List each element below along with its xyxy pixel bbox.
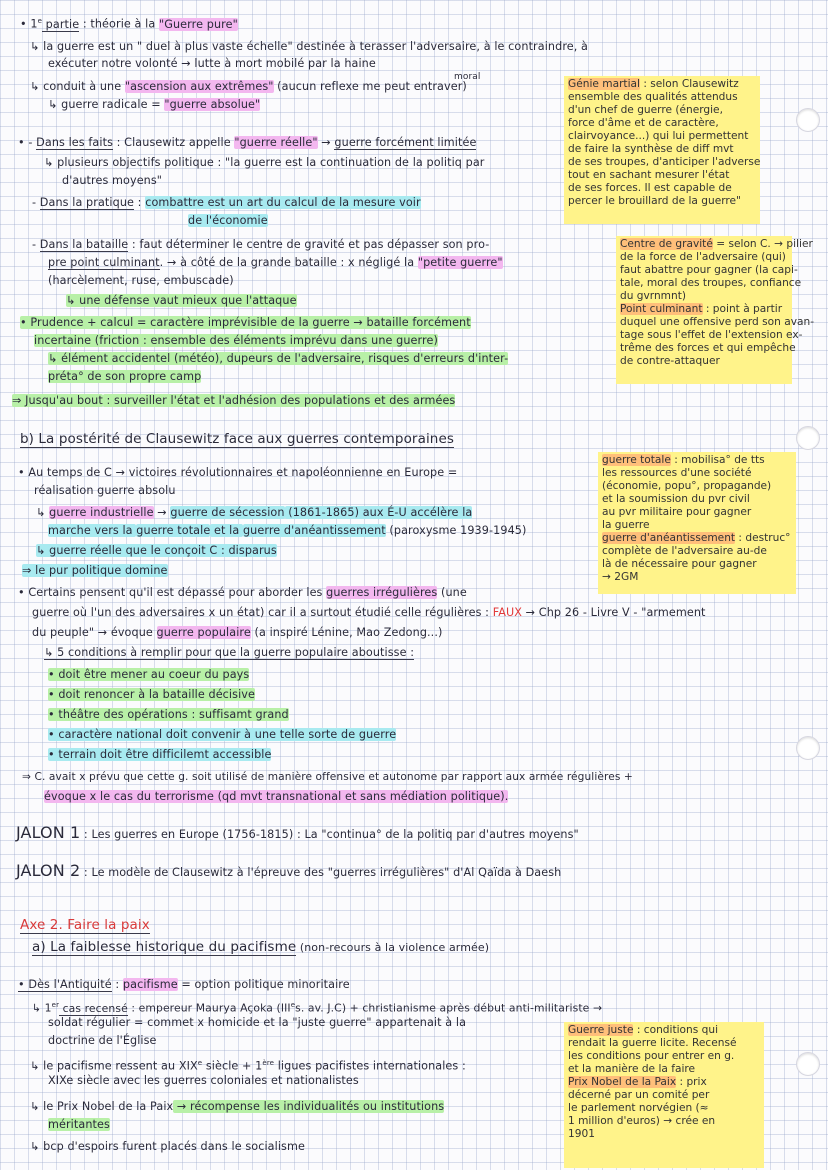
- highlight: • Prudence + calcul = caractère imprévisible de la guerre → bataille forcément: [20, 316, 471, 329]
- text: : Clausewitz appelle: [113, 136, 235, 149]
- definition-text: : destruc°: [735, 532, 791, 544]
- jalon-2: [16, 862, 561, 882]
- highlight: guerres irrégulières: [326, 586, 438, 599]
- ordinal: e: [290, 1001, 296, 1009]
- highlight: guerre d'anéantissement: [242, 524, 386, 537]
- definition-text: du gvrnmnt): [620, 290, 687, 302]
- ordinal: e: [197, 1059, 203, 1067]
- note-line: [48, 524, 526, 538]
- highlight: • doit être mener au coeur du pays: [48, 668, 250, 681]
- highlight: méritantes: [48, 1118, 110, 1131]
- definition-text: ensemble des qualités attendus: [568, 91, 738, 103]
- underlined: pre point culminant: [48, 256, 160, 269]
- note-line: [18, 136, 476, 150]
- punch-hole: [796, 736, 820, 760]
- highlight: guerre populaire: [156, 626, 251, 639]
- definition-text: faut abattre pour gagner (la capi-: [620, 264, 798, 276]
- definition-title: Guerre juste: [568, 1024, 634, 1036]
- definition-text: de ses troupes, d'anticiper l'adverse: [568, 156, 761, 168]
- highlight: guerre de sécession: [170, 506, 285, 519]
- highlight: → récompense les individualités ou institutions: [173, 1100, 445, 1113]
- definition-text: : point à partir: [702, 303, 783, 315]
- definition-text: les ressources d'une société: [602, 467, 752, 479]
- note-line: [32, 196, 421, 210]
- condition-item: [48, 748, 271, 762]
- definition-text: : mobilisa° de tts: [670, 454, 765, 466]
- jalon-text: : Le modèle de Clausewitz à l'épreuve des "guerres irrégulières" d'Al Qaïda à Daesh: [80, 866, 562, 879]
- subheading: Dans la pratique: [39, 196, 134, 209]
- section-a-heading: [32, 938, 489, 957]
- part-number: • 1: [20, 17, 38, 31]
- definition-text: trême des forces et qui empêche: [620, 342, 796, 354]
- text: : faut déterminer le centre de gravité et pas dépasser son pro-: [128, 238, 490, 251]
- note-line: doctrine de l'Église: [48, 1034, 157, 1047]
- note-line: [18, 586, 467, 600]
- text: :: [134, 196, 146, 209]
- section-subtitle: (non-recours à la violence armée): [296, 941, 490, 954]
- note-line: ⇒ C. avait x prévu que cette g. soit utilisé de manière offensive et autonome par rapport aux armée régulières +: [22, 771, 633, 783]
- definition-text: = selon C. → pilier: [712, 238, 813, 250]
- note-line: ↳ bcp d'espoirs furent placés dans le socialisme: [30, 1140, 305, 1153]
- axe-2-heading: [20, 918, 150, 933]
- highlight: évoque x le cas du terrorisme (qd mvt transnational et sans médiation politique).: [44, 790, 509, 803]
- definition-text: (économie, popu°, propagande): [602, 480, 772, 492]
- note-line: ↳ plusieurs objectifs politique : "la guerre est la continuation de la politiq par: [44, 156, 485, 169]
- faux-label: FAUX: [492, 606, 523, 619]
- text: →: [153, 506, 171, 519]
- condition-item: [48, 668, 249, 682]
- definition-text: force d'âme et de caractère,: [568, 117, 719, 129]
- definition-centre-gravite: [616, 236, 815, 384]
- jalon-text: : Les guerres en Europe (1756-1815) : La "continua° de la politiq par d'autres moyens": [80, 828, 579, 841]
- note-line: [36, 506, 472, 520]
- underlined: ↳ 5 conditions à remplir pour que la guerre populaire aboutisse :: [44, 646, 415, 659]
- guerre-pure-highlight: "Guerre pure": [158, 17, 238, 31]
- definition-text: : conditions qui: [633, 1024, 719, 1036]
- highlight: guerre industrielle: [49, 506, 154, 519]
- axe-title: Axe 2. Faire la paix: [20, 917, 150, 933]
- highlight: ↳ guerre réelle que le conçoit C : disparus: [36, 544, 277, 557]
- definition-text: → 2GM: [602, 571, 639, 583]
- text: • -: [18, 136, 37, 149]
- text: siècle + 1: [202, 1059, 263, 1073]
- definition-text: de contre-attaquer: [620, 355, 720, 367]
- text: ↳ le pacifisme ressent au XIX: [30, 1059, 198, 1073]
- section-title: b) La postérité de Clausewitz face aux guerres contemporaines: [20, 431, 455, 447]
- text: ↳: [36, 506, 50, 519]
- highlight: ↳ élément accidentel (météo), dupeurs de l'adversaire, risques d'erreurs d'inter-: [48, 352, 509, 365]
- highlight: (1861-1865) aux É-U accélère la: [284, 506, 473, 519]
- note-line: (harcèlement, ruse, embuscade): [48, 274, 234, 287]
- highlight: "guerre absolue": [164, 98, 261, 111]
- definition-text: tale, moral des troupes, confiance: [620, 277, 802, 289]
- punch-hole: [796, 108, 820, 132]
- condition-item: [48, 728, 396, 742]
- highlight: • doit renoncer à la bataille décisive: [48, 688, 255, 701]
- highlight: "guerre réelle": [234, 136, 318, 149]
- note-line: [30, 80, 467, 94]
- section-title: a) La faiblesse historique du pacifisme: [32, 939, 297, 955]
- underlined: guerre forcément limitée: [334, 136, 477, 149]
- definition-text: la guerre: [602, 519, 650, 531]
- definition-title: Génie martial: [568, 78, 640, 90]
- highlight: et la: [210, 524, 243, 537]
- text: (paroxysme 1939-1945): [385, 524, 527, 537]
- note-line: [32, 998, 602, 1016]
- highlight: "petite guerre": [417, 256, 503, 269]
- text: ↳ 1: [32, 1001, 52, 1015]
- note-line: [44, 646, 414, 660]
- note-line: [48, 1118, 110, 1132]
- part-title: : théorie à la: [79, 17, 159, 31]
- definition-text: décerné par un comité per: [568, 1089, 710, 1101]
- definition-text: : prix: [676, 1076, 707, 1088]
- definition-genie-martial: [564, 76, 760, 224]
- definition-text: percer le brouillard de la guerre": [568, 195, 741, 207]
- text: . → à côté de la grande bataille : x négligé la: [159, 256, 418, 269]
- note-line: [20, 316, 471, 330]
- text: :: [111, 978, 123, 991]
- definition-title: Point culminant: [620, 303, 703, 315]
- text: -: [32, 196, 40, 209]
- highlight: pacifisme: [122, 978, 178, 991]
- note-line: [48, 370, 201, 384]
- text: = option politique minoritaire: [177, 978, 350, 991]
- text: ↳ le Prix Nobel de la Paix: [30, 1100, 174, 1113]
- highlight: marche vers la: [48, 524, 137, 537]
- note-line: [30, 1056, 466, 1074]
- note-line: réalisation guerre absolu: [34, 484, 176, 497]
- definition-text: tout en sachant mesurer l'état: [568, 169, 730, 181]
- definition-text: de la force de l'adversaire (qui): [620, 251, 786, 263]
- definition-text: d'un chef de guerre (énergie,: [568, 104, 723, 116]
- definition-title: guerre totale: [602, 454, 671, 466]
- punch-hole: [796, 1052, 820, 1076]
- condition-item: [48, 708, 289, 722]
- underlined: cas recensé: [59, 1001, 128, 1015]
- jalon-label: JALON 2: [16, 861, 81, 880]
- text: ↳ conduit à une: [30, 80, 125, 93]
- note-line: [32, 238, 489, 252]
- definition-guerre-juste: [564, 1022, 764, 1168]
- note-line: [30, 1100, 444, 1114]
- subheading: Dans la bataille: [39, 238, 129, 251]
- definition-text: rendait la guerre licite. Recensé: [568, 1037, 737, 1049]
- definition-text: et la soumission du pvr civil: [602, 493, 750, 505]
- note-line: [22, 564, 168, 578]
- definition-text: 1901: [568, 1128, 595, 1140]
- definition-text: là de nécessaire pour gagner: [602, 558, 757, 570]
- text: : empereur Maurya Açoka (III: [127, 1001, 291, 1015]
- note-line: [32, 626, 442, 640]
- definition-text: de faire la synthèse de diff mvt: [568, 143, 734, 155]
- text: ligues pacifistes internationales :: [274, 1059, 466, 1073]
- text: →: [317, 136, 335, 149]
- highlight: ⇒ Jusqu'au bout: [12, 394, 103, 407]
- note-line: [32, 606, 706, 620]
- text: (une: [437, 586, 467, 599]
- punch-hole: [796, 426, 820, 450]
- definition-text: : selon Clausewitz: [639, 78, 739, 90]
- definition-text: de ses forces. Il est capable de: [568, 182, 732, 194]
- part-label: partie: [42, 17, 80, 31]
- note-line: [48, 98, 260, 112]
- note-line: [188, 214, 268, 228]
- ordinal: ère: [262, 1059, 275, 1067]
- note-line: [12, 394, 455, 408]
- definition-text: 1 million d'euros) → crée en: [568, 1115, 716, 1127]
- highlight: • caractère national doit convenir à une telle sorte de guerre: [48, 728, 397, 741]
- text: ↳ guerre radicale =: [48, 98, 165, 111]
- text: (aucun reflexe me peut entraver): [273, 80, 467, 93]
- text: → Chp 26 - Livre V - "armement: [522, 606, 706, 619]
- highlight: • théâtre des opérations : suffisamt grand: [48, 708, 289, 721]
- subheading: Dans les faits: [36, 136, 113, 149]
- note-line: [48, 352, 508, 366]
- ordinal: e: [37, 17, 42, 25]
- note-line: XIXe siècle avec les guerres coloniales et nationalistes: [48, 1074, 359, 1087]
- definition-title: Prix Nobel de la Paix: [568, 1076, 677, 1088]
- note-line: [18, 978, 350, 992]
- note-line: ↳ la guerre est un " duel à plus vaste échelle" destinée à terasser l'adversaire, à le contraindre, à: [30, 40, 589, 53]
- text: guerre où l'un des adversaires x un état) car il a surtout étudié celle régulières :: [32, 606, 493, 619]
- note-line: d'autres moyens": [62, 174, 163, 187]
- highlight: • terrain doit être difficilemt accessible: [48, 748, 272, 761]
- highlight: préta° de son propre camp: [48, 370, 202, 383]
- note-line: exécuter notre volonté → lutte à mort mobilé par la haine: [48, 57, 376, 70]
- definition-text: duquel une offensive perd son avan-: [620, 316, 815, 328]
- highlight: guerre totale: [136, 524, 211, 537]
- definition-text: clairvoyance...) qui lui permettent: [568, 130, 749, 142]
- note-line: • Au temps de C → victoires révolutionnaires et napoléonnienne en Europe =: [18, 466, 458, 479]
- text: s. av. J.C) + christianisme après début anti-militariste →: [295, 1001, 603, 1015]
- note-line: [44, 790, 508, 804]
- definition-text: le parlement norvégien (≈: [568, 1102, 709, 1114]
- jalon-label: JALON 1: [16, 823, 81, 842]
- text: (a inspiré Lénine, Mao Zedong...): [250, 626, 443, 639]
- note-line: [36, 544, 277, 558]
- highlight: de l'économie: [188, 214, 268, 227]
- text: • Certains pensent qu'il est dépassé pour aborder les: [18, 586, 327, 599]
- condition-item: [48, 688, 255, 702]
- note-line: soldat régulier = commet x homicide et la "juste guerre" appartenait à la: [48, 1016, 467, 1029]
- note-line: [66, 294, 297, 308]
- highlight: ↳ une défense vaut mieux que l'attaque: [66, 294, 297, 307]
- annotation-moral: moral: [454, 72, 481, 82]
- section-b-heading: [20, 430, 454, 448]
- subheading: • Dès l'Antiquité: [18, 978, 112, 991]
- ordinal: er: [51, 1001, 60, 1009]
- highlight: : surveiller l'état et l'adhésion des populations et des armées: [102, 394, 456, 407]
- note-line: [48, 256, 503, 270]
- definition-text: et la manière de la faire: [568, 1063, 696, 1075]
- definition-title: Centre de gravité: [620, 238, 713, 250]
- highlight: ⇒ le pur politique domine: [22, 564, 168, 577]
- highlight: incertaine (friction : ensemble des éléments imprévu dans une guerre): [34, 334, 438, 347]
- highlight: "ascension aux extrêmes": [124, 80, 274, 93]
- definition-text: au pvr militaire pour gagner: [602, 506, 752, 518]
- jalon-1: [16, 824, 579, 844]
- text: du peuple" → évoque: [32, 626, 157, 639]
- definition-title: guerre d'anéantissement: [602, 532, 736, 544]
- definition-text: complète de l'adversaire au-de: [602, 545, 767, 557]
- part-1-heading: [20, 14, 238, 32]
- definition-text: tage sous l'effet de l'extension ex-: [620, 329, 803, 341]
- text: -: [32, 238, 40, 251]
- definition-guerre-totale: [598, 452, 796, 594]
- highlight: combattre est un art du calcul de la mesure voir: [145, 196, 421, 209]
- definition-text: les conditions pour entrer en g.: [568, 1050, 735, 1062]
- note-line: [34, 334, 438, 348]
